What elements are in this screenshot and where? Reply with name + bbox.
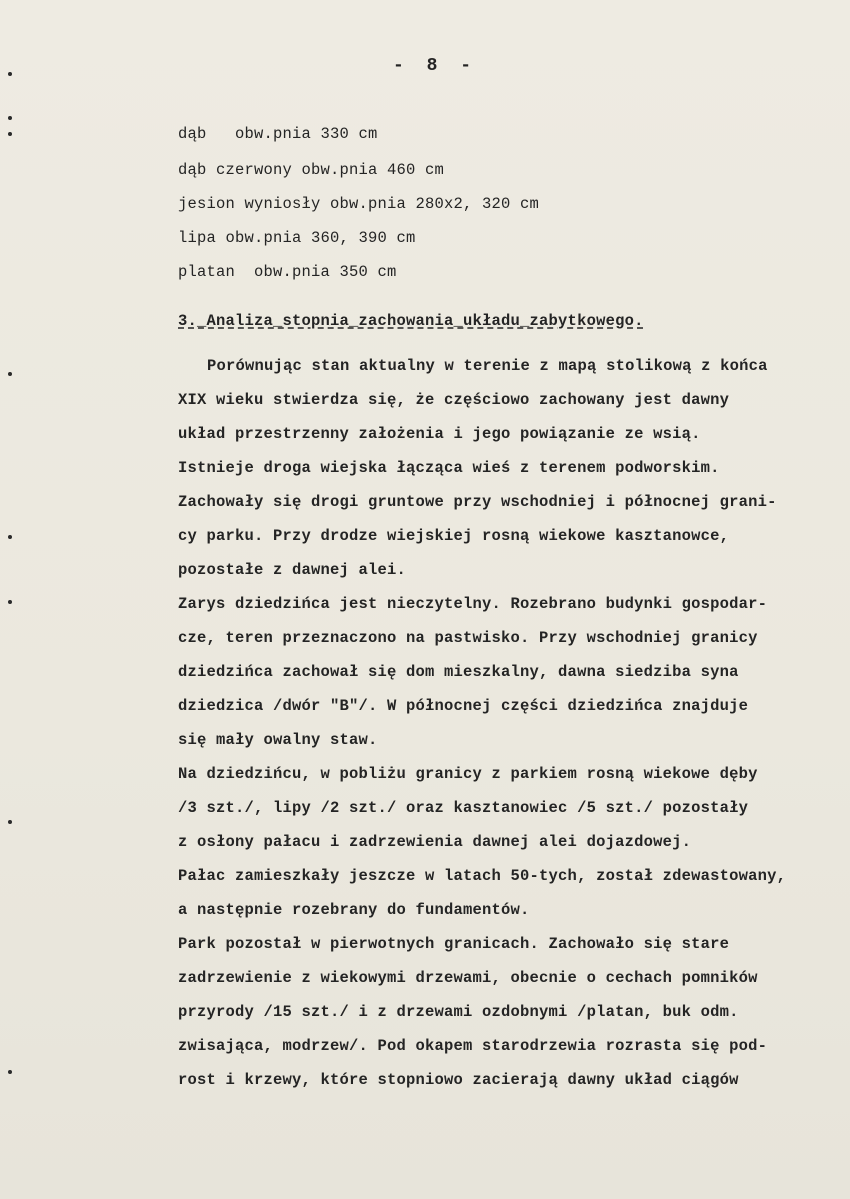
body-line: układ przestrzenny założenia i jego powiązanie ze wsią. [178,425,701,443]
tree-list-item: platan obw.pnia 350 cm [178,263,397,281]
body-line: dziedzińca zachował się dom mieszkalny, dawna siedziba syna [178,663,739,681]
body-line: Pałac zamieszkały jeszcze w latach 50-tych, został zdewastowany, [178,867,787,885]
body-line: zwisająca, modrzew/. Pod okapem starodrzewia rozrasta się pod- [178,1037,768,1055]
body-line: przyrody /15 szt./ i z drzewami ozdobnymi /platan, buk odm. [178,1003,739,1021]
body-line: rost i krzewy, które stopniowo zacierają dawny układ ciągów [178,1071,739,1089]
body-line: pozostałe z dawnej alei. [178,561,407,579]
punch-hole-mark [8,372,12,376]
tree-list-item: dąb czerwony obw.pnia 460 cm [178,161,445,179]
body-line: się mały owalny staw. [178,731,378,749]
body-line: Porównując stan aktualny w terenie z mapą stolikową z końca [207,357,768,375]
section-heading: 3._Analiza_stopnia_zachowania_układu_zabytkowego. [178,312,644,330]
body-line: cze, teren przeznaczono na pastwisko. Przy wschodniej granicy [178,629,758,647]
punch-hole-mark [8,116,12,120]
punch-hole-mark [8,1070,12,1074]
body-line: Na dziedzińcu, w pobliżu granicy z parkiem rosną wiekowe dęby [178,765,758,783]
body-line: cy parku. Przy drodze wiejskiej rosną wiekowe kasztanowce, [178,527,730,545]
body-line: Istnieje droga wiejska łącząca wieś z terenem podworskim. [178,459,720,477]
body-line: z osłony pałacu i zadrzewienia dawnej alei dojazdowej. [178,833,692,851]
tree-list-item: dąb obw.pnia 330 cm [178,125,378,143]
body-line: Zachowały się drogi gruntowe przy wschodniej i północnej grani- [178,493,777,511]
punch-hole-mark [8,535,12,539]
body-line: dziedzica /dwór "B"/. W północnej części dziedzińca znajduje [178,697,749,715]
tree-list-item: jesion wyniosły obw.pnia 280x2, 320 cm [178,195,540,213]
punch-hole-mark [8,600,12,604]
punch-hole-mark [8,72,12,76]
body-line: a następnie rozebrany do fundamentów. [178,901,530,919]
tree-list-item: lipa obw.pnia 360, 390 cm [178,229,416,247]
body-line: /3 szt./, lipy /2 szt./ oraz kasztanowiec /5 szt./ pozostały [178,799,749,817]
body-line: Park pozostał w pierwotnych granicach. Zachowało się stare [178,935,730,953]
body-line: zadrzewienie z wiekowymi drzewami, obecnie o cechach pomników [178,969,758,987]
page-number: - 8 - [393,56,478,76]
punch-hole-mark [8,820,12,824]
body-line: XIX wieku stwierdza się, że częściowo zachowany jest dawny [178,391,730,409]
body-line: Zarys dziedzińca jest nieczytelny. Rozebrano budynki gospodar- [178,595,768,613]
punch-hole-mark [8,132,12,136]
